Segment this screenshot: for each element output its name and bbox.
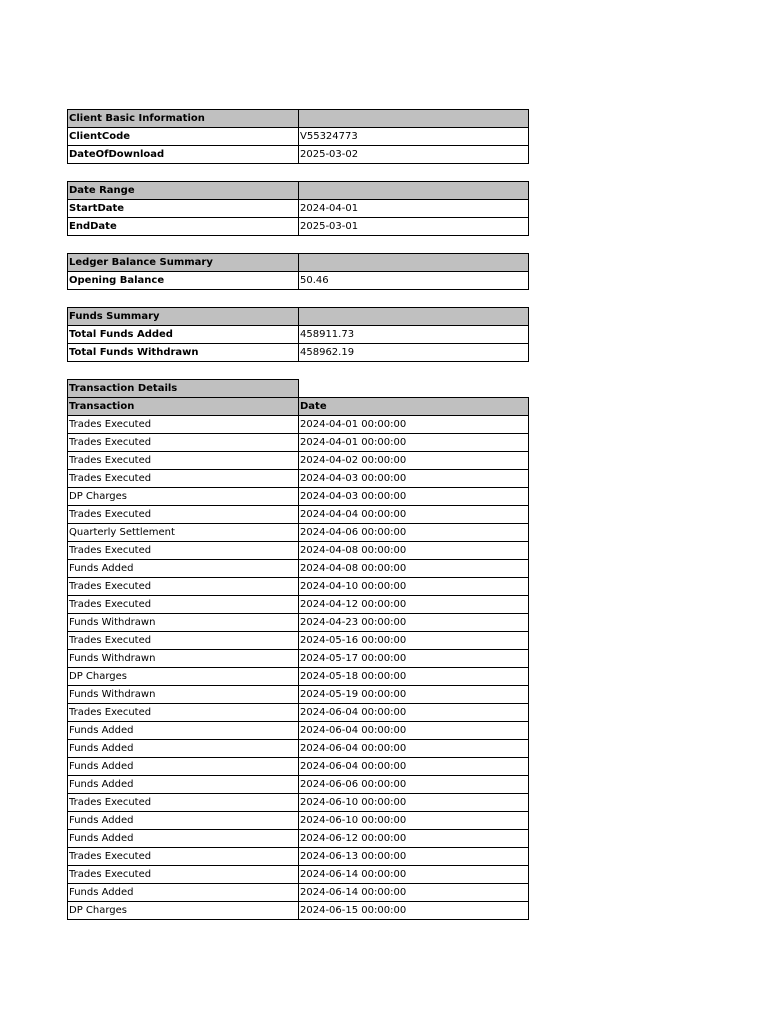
transaction-date-cell[interactable]: 2024-05-17 00:00:00 [299,650,529,668]
transaction-type-cell[interactable]: Funds Withdrawn [68,650,299,668]
table-row [68,686,529,704]
table-row [68,830,529,848]
ledger-summary-header-empty-cell[interactable] [299,254,529,272]
client-info-header-row [68,110,529,128]
funds-summary-header-empty-cell[interactable] [299,308,529,326]
transaction-details-header-empty-cell[interactable] [299,380,529,398]
total-funds-withdrawn-label[interactable]: Total Funds Withdrawn [68,344,299,362]
column-header-date[interactable]: Date [299,398,529,416]
transaction-date-cell[interactable]: 2024-04-12 00:00:00 [299,596,529,614]
transaction-details-header-row [68,380,529,398]
funds-summary-header[interactable]: Funds Summary [68,308,299,326]
table-row [68,542,529,560]
transaction-type-cell[interactable]: Trades Executed [68,470,299,488]
transaction-type-cell[interactable]: Funds Added [68,884,299,902]
date-of-download-value[interactable]: 2025-03-02 [299,146,529,164]
table-row [68,614,529,632]
end-date-value[interactable]: 2025-03-01 [299,218,529,236]
client-code-value[interactable]: V55324773 [299,128,529,146]
transaction-details-table [67,379,529,920]
transaction-type-cell[interactable]: Funds Added [68,560,299,578]
transaction-column-header-row [68,398,529,416]
table-row [68,812,529,830]
ledger-summary-header-row [68,254,529,272]
transaction-type-cell[interactable]: Funds Withdrawn [68,614,299,632]
transaction-type-cell[interactable]: Trades Executed [68,452,299,470]
transaction-date-cell[interactable]: 2024-04-04 00:00:00 [299,506,529,524]
start-date-value[interactable]: 2024-04-01 [299,200,529,218]
client-info-header-empty-cell[interactable] [299,110,529,128]
table-row [68,560,529,578]
transaction-type-cell[interactable]: Trades Executed [68,596,299,614]
transaction-date-cell[interactable]: 2024-04-10 00:00:00 [299,578,529,596]
transaction-type-cell[interactable]: Funds Added [68,758,299,776]
transaction-date-cell[interactable]: 2024-06-15 00:00:00 [299,902,529,920]
total-funds-added-value[interactable]: 458911.73 [299,326,529,344]
transaction-type-cell[interactable]: Funds Added [68,740,299,758]
transaction-date-cell[interactable]: 2024-04-01 00:00:00 [299,416,529,434]
table-row [68,902,529,920]
transaction-type-cell[interactable]: Trades Executed [68,506,299,524]
date-of-download-row [68,146,529,164]
transaction-date-cell[interactable]: 2024-04-02 00:00:00 [299,452,529,470]
transaction-date-cell[interactable]: 2024-06-10 00:00:00 [299,794,529,812]
transaction-type-cell[interactable]: DP Charges [68,488,299,506]
transaction-type-cell[interactable]: Funds Added [68,812,299,830]
table-row [68,452,529,470]
transaction-details-header[interactable]: Transaction Details [68,380,299,398]
transaction-date-cell[interactable]: 2024-06-10 00:00:00 [299,812,529,830]
total-funds-withdrawn-row [68,344,529,362]
table-row [68,866,529,884]
date-range-header[interactable]: Date Range [68,182,299,200]
transaction-type-cell[interactable]: Trades Executed [68,632,299,650]
table-row [68,848,529,866]
table-row [68,632,529,650]
transaction-date-cell[interactable]: 2024-04-06 00:00:00 [299,524,529,542]
table-row [68,722,529,740]
transaction-date-cell[interactable]: 2024-06-12 00:00:00 [299,830,529,848]
transaction-type-cell[interactable]: Trades Executed [68,434,299,452]
table-row [68,758,529,776]
ledger-summary-table [67,253,529,290]
end-date-row [68,218,529,236]
table-row [68,740,529,758]
table-row [68,776,529,794]
date-range-table [67,181,529,236]
total-funds-withdrawn-value[interactable]: 458962.19 [299,344,529,362]
transaction-date-cell[interactable]: 2024-04-03 00:00:00 [299,488,529,506]
transaction-type-cell[interactable]: Trades Executed [68,866,299,884]
table-row [68,884,529,902]
transaction-type-cell[interactable]: Trades Executed [68,578,299,596]
transaction-type-cell[interactable]: Trades Executed [68,794,299,812]
table-row [68,434,529,452]
transaction-date-cell[interactable]: 2024-06-14 00:00:00 [299,866,529,884]
row-gap [67,236,529,253]
transaction-type-cell[interactable]: Funds Added [68,722,299,740]
date-of-download-label[interactable]: DateOfDownload [68,146,299,164]
start-date-label[interactable]: StartDate [68,200,299,218]
table-row [68,668,529,686]
table-row [68,650,529,668]
date-range-header-empty-cell[interactable] [299,182,529,200]
transaction-date-cell[interactable]: 2024-06-04 00:00:00 [299,758,529,776]
client-info-header[interactable]: Client Basic Information [68,110,299,128]
table-row [68,470,529,488]
client-code-label[interactable]: ClientCode [68,128,299,146]
transaction-type-cell[interactable]: Funds Added [68,776,299,794]
transaction-date-cell[interactable]: 2024-05-16 00:00:00 [299,632,529,650]
table-row [68,794,529,812]
transaction-date-cell[interactable]: 2024-06-06 00:00:00 [299,776,529,794]
transaction-type-cell[interactable]: Trades Executed [68,848,299,866]
ledger-summary-header[interactable]: Ledger Balance Summary [68,254,299,272]
transaction-type-cell[interactable]: Trades Executed [68,704,299,722]
opening-balance-label[interactable]: Opening Balance [68,272,299,290]
total-funds-added-row [68,326,529,344]
transaction-type-cell[interactable]: Funds Added [68,830,299,848]
client-info-table [67,109,529,164]
transaction-date-cell[interactable]: 2024-05-19 00:00:00 [299,686,529,704]
opening-balance-row [68,272,529,290]
table-row [68,416,529,434]
table-row [68,704,529,722]
table-row [68,488,529,506]
funds-summary-table [67,307,529,362]
transaction-date-cell[interactable]: 2024-06-04 00:00:00 [299,704,529,722]
spreadsheet-sheet [67,109,529,920]
transaction-date-cell[interactable]: 2024-04-03 00:00:00 [299,470,529,488]
transaction-type-cell[interactable]: Trades Executed [68,416,299,434]
transaction-type-cell[interactable]: Funds Withdrawn [68,686,299,704]
start-date-row [68,200,529,218]
table-row [68,524,529,542]
table-row [68,506,529,524]
transaction-type-cell[interactable]: Quarterly Settlement [68,524,299,542]
transaction-date-cell[interactable]: 2024-05-18 00:00:00 [299,668,529,686]
transaction-date-cell[interactable]: 2024-04-08 00:00:00 [299,560,529,578]
client-code-row [68,128,529,146]
table-row [68,596,529,614]
transaction-date-cell[interactable]: 2024-06-04 00:00:00 [299,740,529,758]
table-row [68,578,529,596]
transaction-date-cell[interactable]: 2024-04-08 00:00:00 [299,542,529,560]
row-gap [67,362,529,379]
transaction-type-cell[interactable]: DP Charges [68,668,299,686]
transaction-type-cell[interactable]: DP Charges [68,902,299,920]
total-funds-added-label[interactable]: Total Funds Added [68,326,299,344]
transaction-type-cell[interactable]: Trades Executed [68,542,299,560]
row-gap [67,290,529,307]
row-gap [67,164,529,181]
transaction-date-cell[interactable]: 2024-04-01 00:00:00 [299,434,529,452]
date-range-header-row [68,182,529,200]
transaction-date-cell[interactable]: 2024-06-13 00:00:00 [299,848,529,866]
end-date-label[interactable]: EndDate [68,218,299,236]
transaction-date-cell[interactable]: 2024-06-04 00:00:00 [299,722,529,740]
column-header-transaction[interactable]: Transaction [68,398,299,416]
opening-balance-value[interactable]: 50.46 [299,272,529,290]
funds-summary-header-row [68,308,529,326]
transaction-date-cell[interactable]: 2024-04-23 00:00:00 [299,614,529,632]
transaction-date-cell[interactable]: 2024-06-14 00:00:00 [299,884,529,902]
